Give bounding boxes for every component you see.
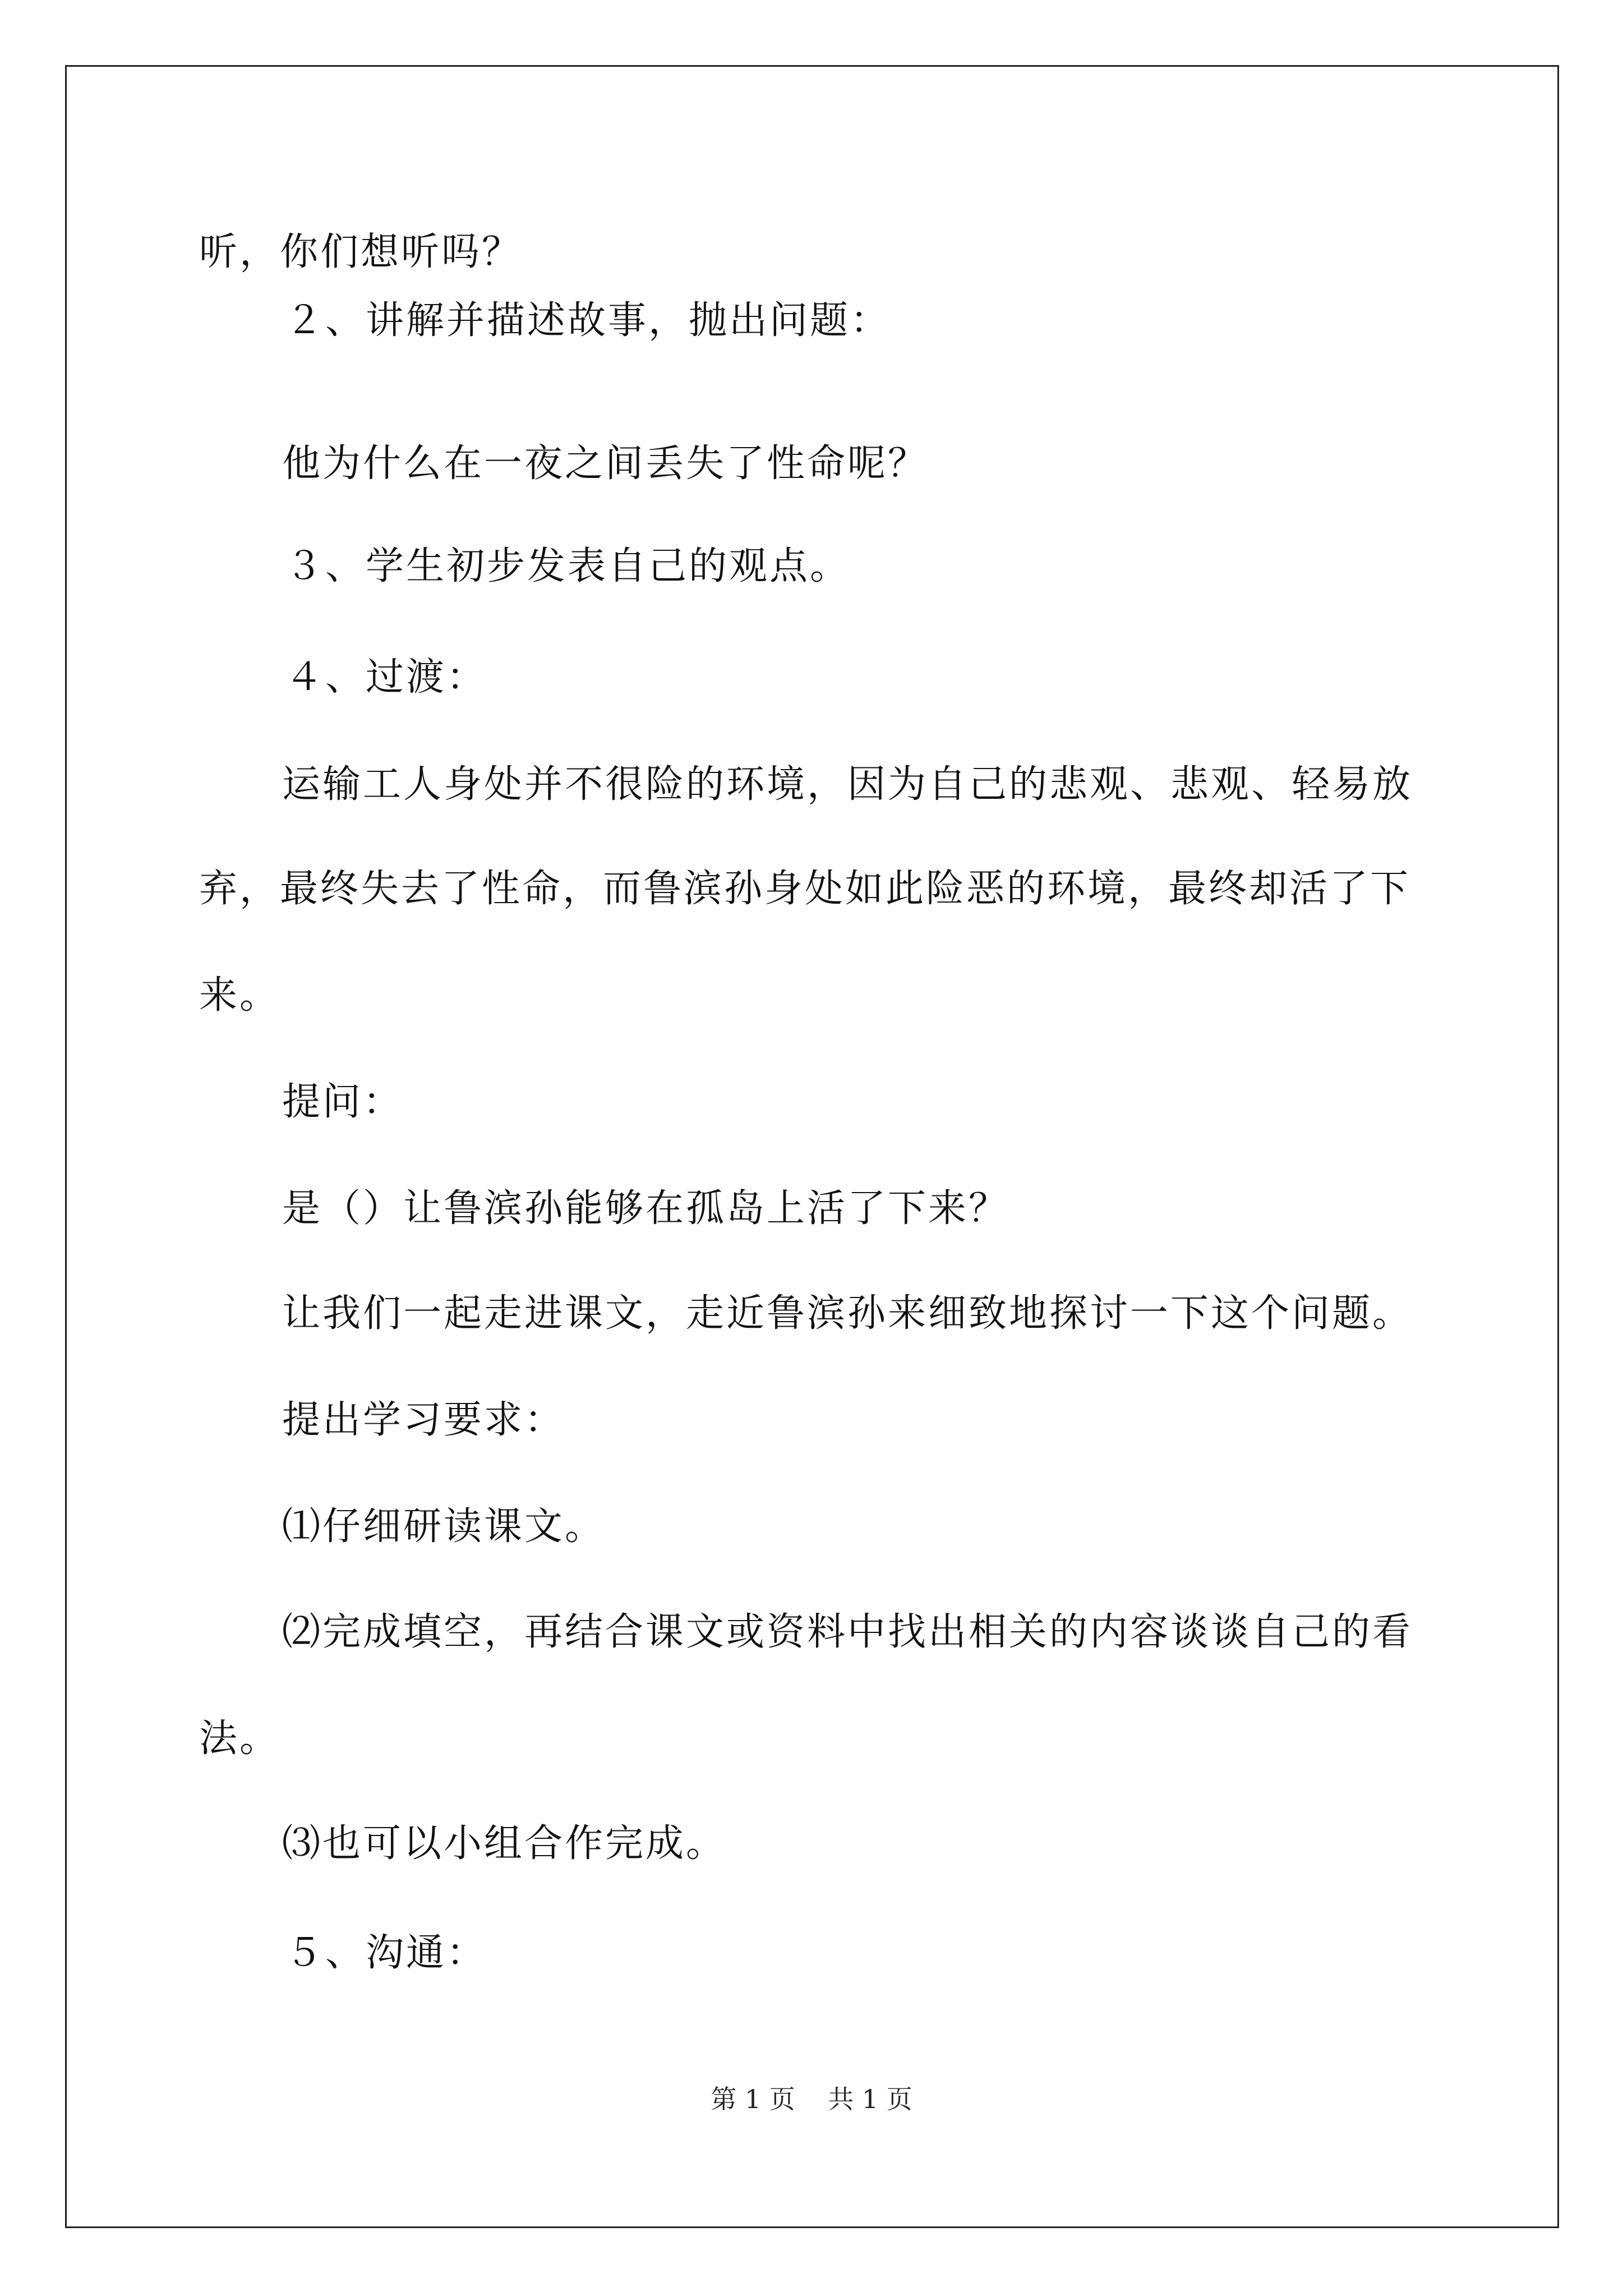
- text-line: ５、沟通：: [285, 1931, 487, 1975]
- text-line: ２、讲解并描述故事，抛出问题：: [285, 298, 891, 343]
- text-line: ⑴仔细研读课文。: [282, 1504, 606, 1549]
- text-line: ３、学生初步发表自己的观点。: [285, 544, 851, 588]
- text-line: 他为什么在一夜之间丢失了性命呢？: [282, 441, 929, 486]
- text-line: 来。: [199, 973, 280, 1018]
- text-line: ４、过渡：: [285, 655, 487, 700]
- text-line: 提出学习要求：: [282, 1398, 565, 1442]
- text-line: 运输工人身处并不很险的环境，因为自己的悲观、悲观、轻易放: [282, 762, 1413, 807]
- page-footer: 第 1 页 共 1 页: [711, 2084, 912, 2114]
- text-line: 听，你们想听吗？: [199, 230, 523, 274]
- text-line: 让我们一起走进课文，走近鲁滨孙来细致地探讨一下这个问题。: [282, 1291, 1413, 1336]
- page-border: [65, 65, 1559, 2228]
- text-line: ⑵完成填空，再结合课文或资料中找出相关的内容谈谈自己的看: [282, 1610, 1413, 1654]
- text-line: 是（）让鲁滨孙能够在孤岛上活了下来？: [282, 1186, 1009, 1231]
- text-line: 法。: [199, 1717, 280, 1761]
- text-line: ⑶也可以小组合作完成。: [282, 1821, 727, 1866]
- text-line: 提问：: [282, 1080, 404, 1124]
- text-line: 弃，最终失去了性命，而鲁滨孙身处如此险恶的环境，最终却活了下: [199, 867, 1411, 911]
